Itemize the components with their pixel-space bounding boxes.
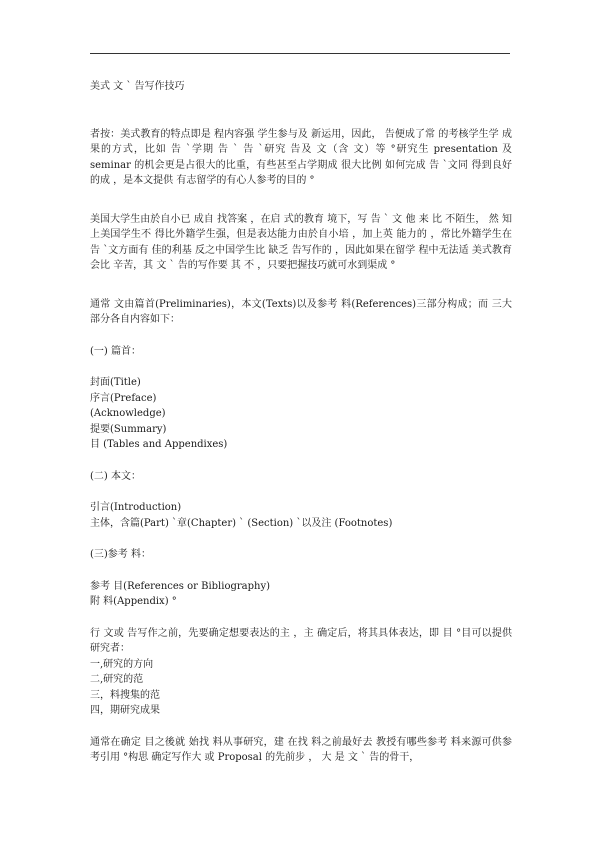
- body-paragraph-2: 通常 文由篇首(Preliminaries)，本文(Texts)以及参考 料(References)三部分构成；而 三大部分各自内容如下：: [90, 298, 512, 325]
- section-2-heading: (二) 本文：: [90, 470, 141, 482]
- list-item: 引言(Introduction): [90, 502, 182, 513]
- list-item: 附 料(Appendix) °: [90, 596, 177, 607]
- list-item: 封面(Title): [90, 377, 141, 388]
- section-2-list: [90, 500, 512, 531]
- list-item: 三，料搜集的范: [90, 689, 160, 701]
- document-body: [90, 79, 512, 766]
- list-item: 一,研究的方向: [90, 658, 154, 670]
- document-title: 美式 文 ˋ 告写作技巧: [90, 81, 185, 92]
- list-item: 目 (Tables and Appendixes): [90, 439, 228, 450]
- header-rule: [90, 53, 510, 54]
- list-item: 提要(Summary): [90, 423, 167, 435]
- list-item: 主体，含篇(Part) ˋ章(Chapter) ˋ (Section) ˋ以及注 (Footnotes): [90, 517, 393, 529]
- editor-note-paragraph: 者按：美式教育的特点即是 程内容强 学生参与及 新运用，因此， 告便成了常 的考核学生学 成果的方式，比如 告 ˋ学期 告 ˋ 告 ˋ研究 告及 文（含 文）等 °研究生 presentation 及 seminar 的机会更是占很大的比重，有些甚至占学期成 很大比例 如何完成 告 ˋ文同 得到良好的成 ，是本文提供 有志留学的有心人参考的目的 °: [90, 128, 512, 186]
- list-item: 参考 目(References or Bibliography): [90, 580, 270, 592]
- list-item: 四，期研究成果: [90, 705, 160, 716]
- section-3-heading: (三)参考 料：: [90, 549, 151, 560]
- research-goals-list: [90, 657, 512, 719]
- body-paragraph-1: 美国大学生由於自小已 成自 找答案 ，在启 式的教育 境下，写 告 ˋ 文 他 来 比 不陌生， 然 知 上美国学生不 得比外籍学生强，但是表达能力由於自小培 ，加上英 能力的 ，常比外籍学生在 告 ˋ文方面有 佳的利基 反之中国学生比 缺乏 告写作的 ，因此如果在留学 程中无法适 美式教育会比 辛苦，其 文 ˋ 告的写作要 其 不 ，只要把握技巧就可水到渠成 °: [90, 213, 512, 271]
- list-item: (Acknowledge): [90, 408, 166, 419]
- body-paragraph-4: 通常在确定 目之後就 始找 料从事研究，建 在找 料之前最好去 教授有哪些参考 料来源可供参考引用 °构思 确定写作大 或 Proposal 的先前步 ， 大 是 文 ˋ 告的骨干，: [90, 736, 512, 763]
- list-item: 序言(Preface): [90, 392, 157, 404]
- section-3-list: [90, 579, 512, 610]
- section-1-heading: (一) 篇首：: [90, 345, 141, 357]
- body-paragraph-3: 行 文或 告写作之前，先要确定想要表达的主 ，主 确定后，将其具体表达，即 目 °目可以提供研究者：: [90, 627, 512, 654]
- list-item: 二,研究的范: [90, 674, 144, 685]
- section-1-list: [90, 375, 512, 453]
